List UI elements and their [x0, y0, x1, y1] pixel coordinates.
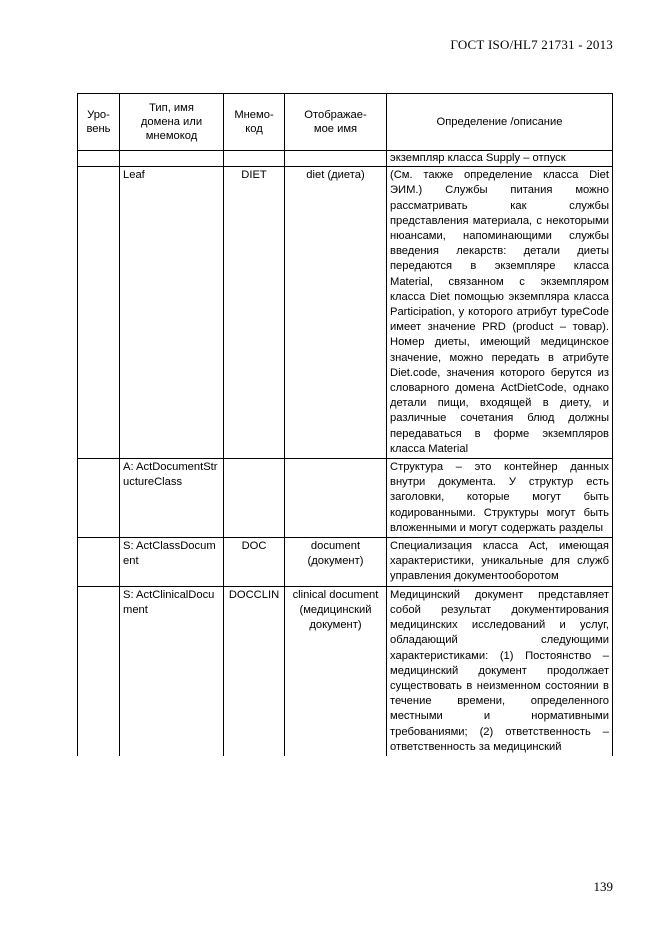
col-header-display: Отображае- мое имя: [285, 94, 387, 151]
cell-mnemonic: DOCCLIN: [224, 586, 285, 756]
table-row: [78, 167, 613, 459]
cell-display: [285, 459, 387, 538]
cell-display: clinical document (медицинский документ): [285, 586, 387, 756]
cell-mnemonic: DOC: [224, 538, 285, 587]
cell-type: [120, 151, 224, 167]
cell-definition: Структура – это контейнер данных внутри документа. У структур есть заголовки, которые могут быть кодированными. Структуры могут быть вложенными и могут содержать разделы: [387, 459, 613, 538]
cell-definition: экземпляр класса Supply – отпуск: [387, 151, 613, 167]
code-table: [77, 93, 613, 756]
cell-type: S: ActClinicalDocument: [120, 586, 224, 756]
col-header-definition: Определение /описание: [387, 94, 613, 151]
cell-definition: (См. также определение класса Diet ЭИМ.) Службы питания можно рассматривать как службы представления материала, с некоторыми нюансами, напоминающими службы введения лекарств: детали диеты передаются в экземпляре класса Material, связанном с экземпляром класса Diet помощью экземпляра класса Participation, у которого атрибут typeCode имеет значение PRD (product – товар). Номер диеты, имеющий медицинское значение, можно передать в атрибуте Diet.code, значения которого берутся из словарного домена ActDietCode, однако детали пищи, входящей в диету, и различные сочетания блюд должны передаваться в форме экземпляров класса Material: [387, 167, 613, 459]
table-row: [78, 538, 613, 587]
cell-level: [78, 459, 120, 538]
cell-level: [78, 538, 120, 587]
col-header-type: Тип, имя домена или мнемокод: [120, 94, 224, 151]
table-row: [78, 459, 613, 538]
cell-mnemonic: [224, 151, 285, 167]
page-number: 139: [593, 879, 613, 894]
col-header-mnemonic: Мнемо- код: [224, 94, 285, 151]
cell-level: [78, 586, 120, 756]
cell-type: S: ActClassDocument: [120, 538, 224, 587]
cell-definition: Медицинский документ представляет собой результат документирования медицинских исследований и услуг, обладающий следующими характеристиками: (1) Постоянство – медицинский документ продолжает существовать в неизменном состоянии в течение времени, определенного местными и нормативными требованиями; (2) ответственность – ответственность за медицинский: [387, 586, 613, 756]
table-row: [78, 151, 613, 167]
cell-mnemonic: DIET: [224, 167, 285, 459]
col-header-level: Уро- вень: [78, 94, 120, 151]
cell-display: [285, 151, 387, 167]
cell-level: [78, 151, 120, 167]
cell-display: document (документ): [285, 538, 387, 587]
cell-display: diet (диета): [285, 167, 387, 459]
cell-type: Leaf: [120, 167, 224, 459]
table-row: [78, 586, 613, 756]
cell-type: A: ActDocumentStructureClass: [120, 459, 224, 538]
cell-definition: Специализация класса Act, имеющая характеристики, уникальные для служб управления документооборотом: [387, 538, 613, 587]
cell-mnemonic: [224, 459, 285, 538]
cell-level: [78, 167, 120, 459]
standard-header: ГОСТ ISO/HL7 21731 - 2013: [450, 37, 613, 52]
